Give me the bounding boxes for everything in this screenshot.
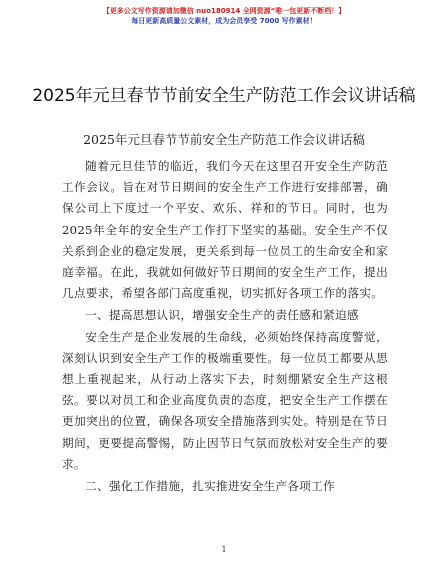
intro-paragraph: 随着元旦佳节的临近，我们今天在这里召开安全生产防范工作会议。旨在对节日期间的安全生产工作进行安排部署，确保公司上下度过一个平安、欢乐、祥和的节日。同时，也为2025年全年的安全生产工作打下坚实的基础。安全生产不仅关系到企业的稳定发展，更关系到每一位员工的生命安全和家庭幸福。在此，我就如何做好节日期间的安全生产工作，提出几点要求，希望各部门高度重视，切实抓好各项工作的落实。 <box>62 159 388 301</box>
section-1-paragraph: 安全生产是企业发展的生命线，必须始终保持高度警觉，深刻认识到安全生产工作的极端重要性。每一位员工都要从思想上重视起来，从行动上落实下去，时刻绷紧安全生产这根弦。要以对员工和企业高度负责的态度，把安全生产工作摆在更加突出的位置，确保各项安全措施落到实处。特别是在节日期间，更要提高警惕，防止因节日气氛而放松对安全生产的要求。 <box>62 329 388 471</box>
promo-banner <box>0 6 448 27</box>
page-number: 1 <box>221 545 227 554</box>
document-title: 2025年元旦春节节前安全生产防范工作会议讲话稿 <box>32 86 416 106</box>
document-body <box>62 156 388 497</box>
section-heading-2: 二、强化工作措施，扎实推进安全生产各项工作 <box>85 479 335 494</box>
promo-banner-line1: 【更多公文写作资源请加微信 nuo180914 全网资源“唯一包更新不断档！】 <box>102 7 346 15</box>
section-heading-1: 一、提高思想认识，增强安全生产的责任感和紧迫感 <box>85 308 359 323</box>
promo-banner-line2: 每日更新高质量公文素材，成为会员享受 7000 写作素材！ <box>131 17 317 25</box>
document-subtitle: 2025年元旦春节节前安全生产防范工作会议讲话稿 <box>83 132 365 147</box>
